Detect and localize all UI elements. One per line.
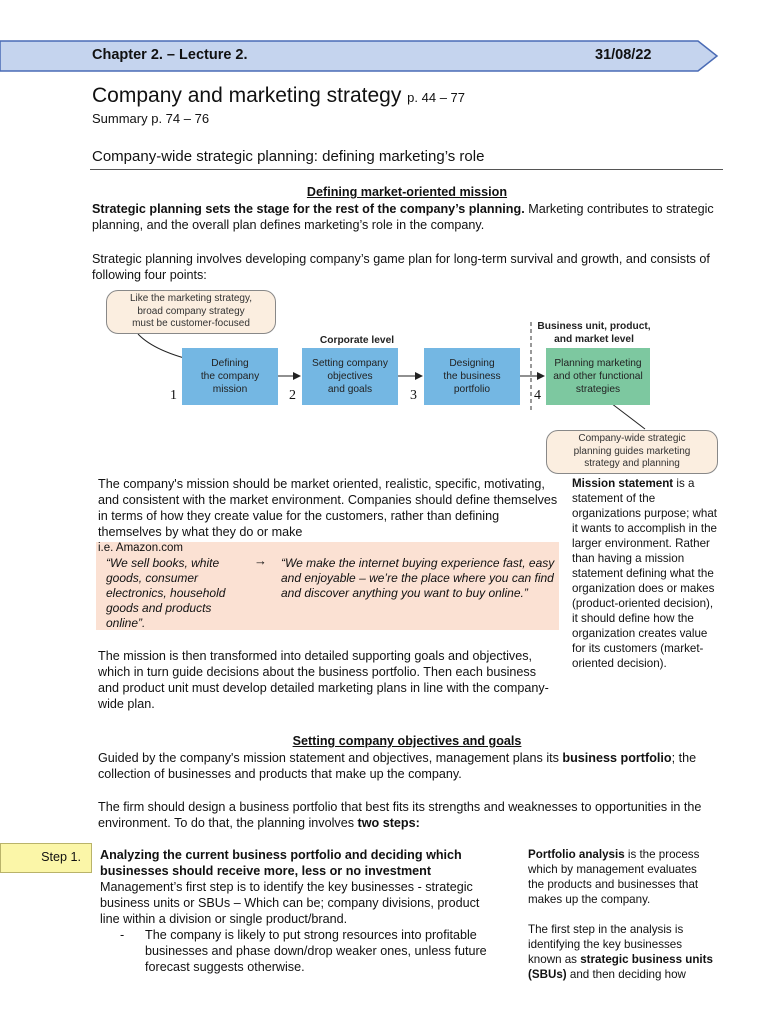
step-number: 4 (534, 388, 541, 403)
heading-rule (90, 169, 723, 170)
business-level-line: and market level (554, 334, 634, 345)
sbu-para (528, 922, 716, 982)
two-steps-paragraph (98, 799, 724, 831)
note-line: Like the marketing strategy, (129, 293, 253, 305)
example-label: i.e. Amazon.com (98, 542, 184, 554)
quote-line: online”. (106, 616, 146, 630)
box-line: Setting company (312, 358, 388, 369)
note-line: must be customer-focused (132, 318, 250, 330)
bullet-dash: - (120, 928, 125, 942)
define-mission-box (182, 348, 278, 405)
business-level-line: Business unit, product, (537, 321, 651, 332)
right-arrow-icon: → (254, 553, 267, 568)
page-title (92, 84, 465, 108)
title-main: Company and marketing strategy (92, 84, 402, 107)
portfolio-analysis-sidenote (528, 847, 716, 982)
two-steps-pre: The firm should design a business portfolio that best fits its strengths and weaknesses to opportunities in the environment. To do that, the planning involves (98, 800, 702, 830)
note-line: strategy and planning (584, 458, 680, 470)
sbu-text-post: and then deciding how (566, 968, 686, 981)
guides-marketing-note (546, 430, 718, 474)
box-line: mission (212, 384, 248, 395)
step-1-heading: Analyzing the current business portfolio and deciding which businesses should receive more, less or no investment (100, 848, 462, 878)
lecture-date: 31/08/22 (595, 47, 652, 63)
box-line: Defining (211, 358, 249, 369)
portfolio-text-post: ; the collection of businesses and products that make up the company. (98, 751, 697, 781)
step-number: 1 (170, 388, 177, 403)
step-1-label: Step 1. (0, 843, 92, 873)
title-pages: p. 44 – 77 (407, 90, 465, 105)
customer-focused-note (106, 290, 276, 334)
step-number: 2 (289, 388, 296, 403)
quote-line: goods, consumer (106, 571, 199, 585)
step-1-content (100, 847, 492, 975)
strategic-planning-bold: Strategic planning sets the stage for the rest of the company’s planning. (92, 202, 525, 216)
mission-description: The company's mission should be market oriented, realistic, specific, motivating, and consistent with the market environment. Companies should define themselves in terms of how they create value for the customers, rather than defining themselves by what they do or make (98, 477, 558, 539)
box-line: Planning marketing (554, 358, 642, 369)
box-line: objectives (327, 371, 373, 382)
portfolio-analysis-text: is the process which by management evaluates the products and businesses that makes up the company. (528, 848, 700, 906)
portfolio-term: business portfolio (562, 751, 672, 765)
summary-pages: Summary p. 74 – 76 (92, 111, 210, 126)
portfolio-analysis-para (528, 847, 716, 907)
box-line: the company (200, 371, 260, 382)
box-line: strategies (575, 384, 621, 395)
box-line: Designing (449, 358, 495, 369)
quote-line: and enjoyable – we’re the place where you can find (281, 571, 554, 585)
quote-line: and discover anything you want to buy online.” (281, 586, 528, 600)
quote-line: “We sell books, white (106, 556, 220, 570)
step-1-bullet (100, 927, 492, 975)
sbu-text-pre: The first step in the analysis is identifying the key businesses known as (528, 923, 684, 966)
business-portfolio-paragraph (98, 750, 724, 782)
note-line: planning guides marketing (573, 445, 691, 457)
bullet-text: The company is likely to put strong resources into profitable businesses and phase down/drop weaker ones, unless future forecast suggests otherwise. (145, 928, 487, 974)
note-line: broad company strategy (137, 305, 245, 317)
portfolio-analysis-term: Portfolio analysis (528, 848, 625, 861)
note-line: Company-wide strategic (578, 433, 686, 445)
objectives-heading: Setting company objectives and goals (292, 734, 522, 748)
quote-line: goods and products (106, 601, 212, 615)
quote-line: electronics, household (106, 586, 226, 600)
set-objectives-box (302, 348, 398, 405)
strategic-planning-diagram (100, 284, 724, 480)
product-oriented-quote (106, 556, 256, 631)
design-portfolio-box (424, 348, 520, 405)
mission-transform-paragraph: The mission is then transformed into detailed supporting goals and objectives, which in turn guide decisions about the business portfolio. Then each business and product unit must develop detailed marketing plans in line with the company-wide plan. (98, 649, 549, 711)
section-heading: Company-wide strategic planning: defining marketing’s role (92, 148, 485, 165)
game-plan-paragraph: Strategic planning involves developing company’s game plan for long-term survival and growth, and consists of following four points: (92, 252, 710, 282)
box-line: and goals (327, 384, 373, 395)
business-level-label (532, 320, 656, 346)
plan-marketing-box (546, 348, 650, 405)
strategic-planning-paragraph (92, 201, 724, 233)
mission-statement-sidenote (572, 476, 722, 671)
step-1-text: Management’s first step is to identify the key businesses - strategic business units or SBUs – Which can be; company divisions, product line within a division or single product/brand. (100, 880, 480, 926)
sbu-term: strategic business units (SBUs) (528, 953, 713, 981)
portfolio-text-pre: Guided by the company's mission statement and objectives, management plans its (98, 751, 563, 765)
box-line: portfolio (453, 384, 491, 395)
mission-heading: Defining market-oriented mission (306, 185, 508, 199)
box-line: the business (443, 371, 501, 382)
sidenote-term: Mission statement (572, 477, 674, 490)
chapter-label: Chapter 2. – Lecture 2. (92, 47, 248, 63)
sidenote-text: is a statement of the organizations purpose; what it wants to accomplish in the larger environment. Rather than having a mission statement defining what the organization does or makes (product-oriented decision), it should define how the organization creates value for its customers (market-oriented decision). (572, 477, 718, 670)
corporate-level-label: Corporate level (319, 335, 395, 346)
quote-line: “We make the internet buying experience fast, easy (281, 556, 555, 570)
market-oriented-quote (281, 556, 556, 601)
box-line: and other functional (553, 371, 643, 382)
strategic-planning-rest: Marketing contributes to strategic planning, and the overall plan defines marketing’s role in the company. (92, 202, 714, 232)
two-steps-bold: two steps: (357, 816, 420, 830)
step-number: 3 (410, 388, 417, 403)
